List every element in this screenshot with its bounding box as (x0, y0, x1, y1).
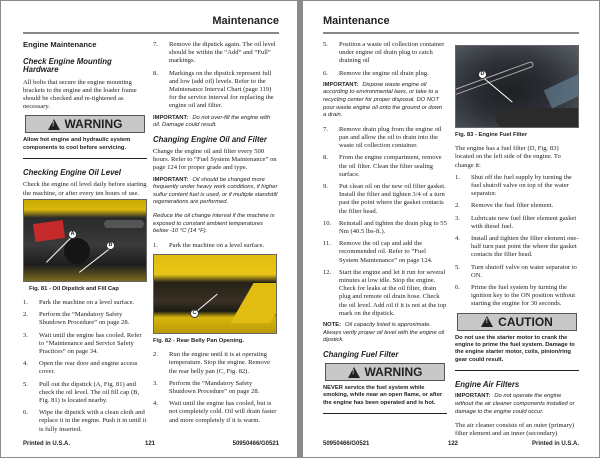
caution-triangle-icon (481, 316, 493, 327)
list-item: 1. Shut off the fuel supply by turning the fuel shutoff valve on top of the water separator. (455, 173, 572, 198)
figure-82-image (153, 254, 277, 334)
list-item: 11. Remove the oil cap and add the recommended oil. Refer to “Fuel System Maintenance” on page 124. (323, 240, 433, 264)
list-item: 6. Prime the fuel system by turning the ignition key to the ON position without starting the engine for 30 seconds. (455, 284, 576, 308)
steps-list (153, 351, 279, 425)
figure-caption: Fig. 82 - Rear Belly Pan Opening. (153, 337, 244, 344)
page-header: Maintenance (212, 15, 279, 27)
body-text: The engine has a fuel filter (D, Fig. 83) located on the left side of the engine. To change it: (455, 145, 561, 169)
list-item: 1. Park the machine on a level surface. (23, 299, 135, 307)
footer-left: 50950466/G0521 (323, 441, 370, 447)
important-note: IMPORTANT: Dispose waste engine oil according to environmental laws, or take to a recycling center for proper disposal. DO NOT pour waste engine oil onto the ground or down a drain. (323, 81, 443, 119)
steps-list (323, 41, 447, 78)
important-note: IMPORTANT: Do not operate the engine without the air cleaner components installed or damage to the engine could occur. (455, 393, 575, 415)
warning-triangle-icon (348, 367, 360, 378)
page-122 (303, 1, 599, 457)
header-rule (323, 32, 579, 34)
list-item: 8. Markings on the dipstick represent full and low (add oil) levels. Refer to the Maintenance Interval Chart (page 119) for the service interval for replacing the engine oil and filter. (153, 69, 274, 110)
subsection-title: Engine Air Filters (455, 380, 520, 390)
warning-banner (325, 363, 445, 381)
list-item: 8. From the engine compartment, remove the oil filter. Clean the filter sealing surface. (323, 154, 442, 178)
important-note: IMPORTANT: Do not over-fill the engine with oil. Damage could result. (153, 114, 271, 129)
page-number: 121 (145, 441, 156, 447)
list-item: 5. Position a waste oil collection container under engine oil drain plug to catch draining oil (323, 41, 445, 65)
footer-left: Printed in U.S.A. (23, 441, 71, 447)
list-item: 2. Perform the “Mandatory Safety Shutdown Procedure” on page 28. (23, 311, 130, 327)
list-item: 10. Reinstall and tighten the drain plug to 55 Nm (40.5 lbs-ft.). (323, 219, 447, 236)
note: NOTE: Oil capacity listed is approximate. Always verify proper oil level with the engine oil dipstick. (323, 322, 445, 344)
list-item: 3. Perform the “Mandatory Safety Shutdown Procedure” on page 28. (153, 379, 260, 395)
steps-list (455, 174, 579, 309)
steps-list (23, 299, 147, 434)
figure-caption: Fig. 81 - Oil Dipstick and Fill Cap (29, 285, 119, 292)
list-item: 1. Park the machine on a level surface. (153, 241, 265, 249)
list-item: 4. Open the rear door and engine access cover. (23, 360, 138, 376)
list-item: 5. Pull out the dipstick (A, Fig. 81) and check the oil level. The oil fill cap (B, Fig. 81) is located nearby. (23, 380, 140, 405)
section-title: Engine Maintenance (23, 40, 97, 49)
list-item: 6. Wipe the dipstick with a clean cloth and replace it in the engine. Push it in until it is fully inserted. (23, 409, 147, 433)
steps-list (323, 126, 447, 318)
steps-list (153, 41, 279, 111)
list-item: 6. Remove the engine oil drain plug. (323, 69, 429, 77)
left-page-column-2 (153, 41, 279, 429)
callout-c: C (190, 309, 199, 318)
header-rule (23, 32, 279, 34)
warning-triangle-icon (48, 119, 60, 130)
list-item: 2. Remove the fuel filter element. (455, 202, 554, 210)
caution-text: Do not use the starter motor to crank the engine to prime the fuel system. Damage to the engine starter motor, coils, pinion/ring gear could result. (455, 335, 579, 372)
italic-note: Reduce the oil change interval if the machine is exposed to constant ambient temperatures below -10 °C (14 °F). (153, 213, 275, 235)
list-item: 9. Put clean oil on the new oil filter gasket. Install the filter and tighten 3/4 of a turn past the point where the gasket contacts the filter head. (323, 183, 446, 215)
subsection-title: Checking Engine Oil Level (23, 168, 121, 178)
page-header: Maintenance (323, 15, 390, 27)
list-item: 7. Remove drain plug from the engine oil pan and allow the oil to drain into the waste oil collection container. (323, 125, 442, 150)
body-text: All bolts that secure the engine mounting brackets to the engine and the loader frame should be checked and re-tightened as necessary. (23, 78, 137, 111)
warning-banner (25, 115, 145, 133)
callout-b: B (106, 241, 115, 250)
warning-label: WARNING (364, 364, 423, 379)
list-item: 12. Start the engine and let it run for several minutes at low idle. Stop the engine. Check for leaks at the oil filter, drain plug and remote oil drain hose. Check the oil level. Add oil if it is not at the top mark on the dipstick. (323, 268, 447, 317)
footer-right: Printed in U.S.A. (531, 441, 579, 447)
warning-text: NEVER service the fuel system while smoking, while near an open flame, or after the engine has been operated and is hot. (323, 385, 447, 414)
list-item: 7. Remove the dipstick again. The oil level should be within the “Add” and “Full” markings. (153, 41, 276, 65)
page-number: 122 (448, 441, 459, 447)
warning-text: Allow hot engine and hydraulic system components to cool before servicing. (23, 137, 147, 159)
steps-list (153, 242, 279, 250)
callout-d: D (478, 70, 487, 79)
figure-81-image (23, 199, 147, 282)
warning-label: WARNING (64, 117, 123, 132)
list-item: 2. Run the engine until it is at operating temperature. Stop the engine. Remove the rear belly pan (C, Fig. 82). (153, 351, 271, 375)
subsection-title: Changing Engine Oil and Filter (153, 134, 267, 144)
list-item: 5. Turn shutoff valve on water separator to ON. (455, 263, 577, 279)
body-text: Change the engine oil and filter every 500 hours. Refer to “Fuel System Maintenance” on page 124 for proper grade and type. (153, 148, 277, 172)
figure-caption: Fig. 83 - Engine Fuel Filter (455, 132, 528, 138)
list-item: 3. Wait until the engine has cooled. Refer to “Maintenance and Service Safety Practices” on page 34. (23, 331, 142, 356)
subsection-title: Changing Fuel Filter (323, 349, 399, 359)
list-item: 3. Lubricate new fuel filter element gasket with diesel fuel. (455, 214, 577, 230)
caution-label: CAUTION (498, 314, 553, 329)
callout-a: A (68, 230, 77, 239)
list-item: 4. Wait until the engine has cooled, but is not completely cold. Oil will drain faster and more completely if it is warm. (153, 400, 277, 424)
right-page-column-1 (323, 41, 447, 424)
footer-right: 50950466/G0521 (232, 441, 279, 447)
caution-banner (457, 313, 577, 331)
body-text: The air cleaner consists of an outer (primary) filter element and an inner (secondary) (455, 422, 575, 438)
figure-83-image (455, 45, 579, 128)
subsection-title: Check Engine Mounting Hardware (23, 57, 112, 75)
list-item: 4. Install and tighten the filter element one-half turn past point the where the gasket contacts the filter head. (455, 235, 579, 259)
left-page-column-1 (23, 41, 147, 438)
important-note: IMPORTANT: Oil should be changed more frequently under heavy work conditions, if higher sulfur content fuel is used, or if multiple standstill regenerations are performed. (153, 176, 278, 206)
body-text: Check the engine oil level daily before starting the machine, or after every ten hours of use. (23, 181, 147, 197)
page-121 (1, 1, 297, 457)
right-page-column-2 (455, 45, 579, 443)
